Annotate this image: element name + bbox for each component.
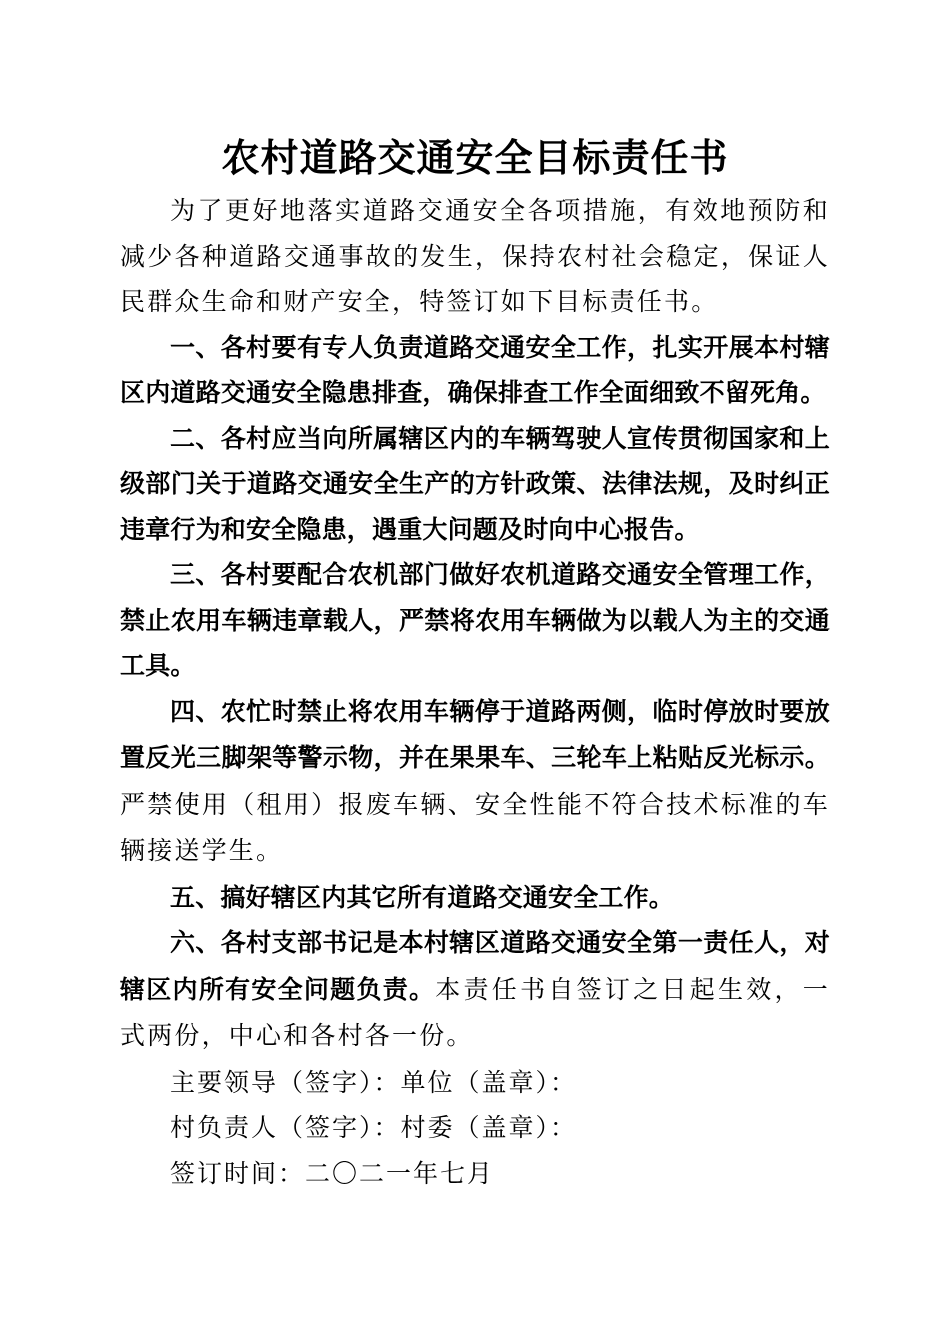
document-page — [120, 128, 830, 1196]
intro-paragraph: 为了更好地落实道路交通安全各项措施，有效地预防和减少各种道路交通事故的发生，保持农村社会稳定，保证人民群众生命和财产安全，特签订如下目标责任书。 — [120, 196, 830, 316]
item-3-paragraph: 三、各村要配合农机部门做好农机道路交通安全管理工作，禁止农用车辆违章载人，严禁将农用车辆做为以载人为主的交通工具。 — [120, 560, 830, 680]
item-5-paragraph: 五、搞好辖区内其它所有道路交通安全工作。 — [170, 882, 675, 912]
signature-leader-line: 主要领导（签字）：单位（盖章）： — [170, 1067, 578, 1097]
item-6-continuation-text: 本责任书自签订之日起生效，一式两份，中心和各村各一份。 — [120, 974, 830, 1050]
document-title: 农村道路交通安全目标责任书 — [221, 135, 729, 180]
item-4-main-text: 四、农忙时禁止将农用车辆停于道路两侧，临时停放时要放置反光三脚架等警示物，并在果果车、三轮车上粘贴反光标示。 — [120, 696, 830, 772]
signature-village-line: 村负责人（签字）：村委（盖章）： — [170, 1113, 578, 1142]
item-2-paragraph: 二、各村应当向所属辖区内的车辆驾驶人宣传贯彻国家和上级部门关于道路交通安全生产的方针政策、法律法规，及时纠正违章行为和安全隐患，遇重大问题及时向中心报告。 — [120, 423, 830, 544]
item-6-paragraph — [120, 920, 830, 1060]
item-6-main-text: 六、各村支部书记是本村辖区道路交通安全第一责任人，对辖区内所有安全问题负责。 — [120, 928, 830, 1004]
signing-date-line: 签订时间：二〇二一年七月 — [170, 1158, 495, 1188]
item-4-paragraph — [120, 689, 830, 875]
item-4-continuation-text: 严禁使用（租用）报废车辆、安全性能不符合技术标准的车辆接送学生。 — [120, 789, 830, 865]
item-1-paragraph: 一、各村要有专人负责道路交通安全工作，扎实开展本村辖区内道路交通安全隐患排查，确保排查工作全面细致不留死角。 — [120, 332, 830, 407]
